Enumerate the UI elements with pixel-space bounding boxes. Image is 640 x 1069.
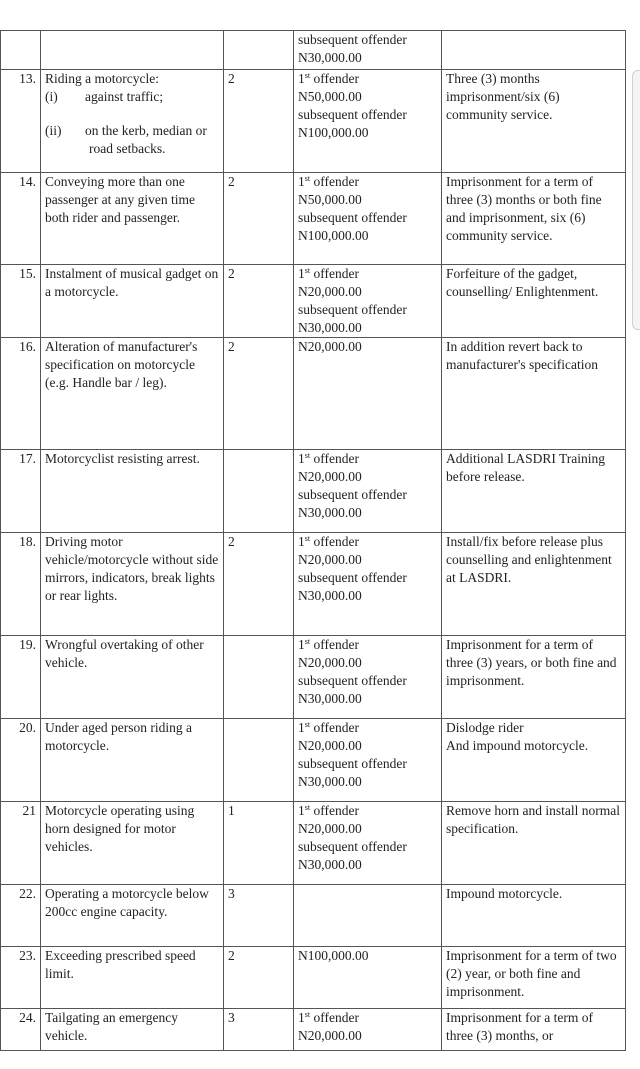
subsequent-offender-label: subsequent offender — [298, 210, 407, 225]
subsequent-offender-fine: N100,000.00 — [298, 228, 369, 243]
penalty-cell: Forfeiture of the gadget, counselling/ Enlightenment. — [442, 265, 626, 338]
points-cell — [224, 450, 294, 533]
subsequent-offender-label: subsequent offender — [298, 107, 407, 122]
penalty-line: Dislodge rider — [446, 720, 524, 735]
penalty-cell: In addition revert back to manufacturer's specification — [442, 338, 626, 450]
table-row — [1, 338, 626, 450]
points-cell: 2 — [224, 173, 294, 265]
serial-number: 17. — [1, 450, 41, 533]
subsequent-offender-label: subsequent offender — [298, 487, 407, 502]
first-offender-fine: N50,000.00 — [298, 89, 362, 104]
fine-cell — [294, 1009, 442, 1051]
fine-cell — [294, 802, 442, 885]
spacer — [45, 106, 219, 122]
table-row — [1, 70, 626, 173]
first-offender-label: 1st offender — [298, 803, 359, 818]
offence-table — [0, 30, 626, 1051]
offence-sub-item — [45, 88, 219, 106]
subsequent-offender-fine: N30,000.00 — [298, 505, 362, 520]
table-row — [1, 636, 626, 719]
points-cell: 2 — [224, 265, 294, 338]
serial-number: 16. — [1, 338, 41, 450]
points-cell — [224, 31, 294, 70]
offence-cell — [41, 31, 224, 70]
penalty-cell: Install/fix before release plus counselling and enlightenment at LASDRI. — [442, 533, 626, 636]
subsequent-offender-label: subsequent offender — [298, 756, 407, 771]
sub-item-text: on the kerb, median or road setbacks. — [85, 123, 207, 156]
serial-number: 15. — [1, 265, 41, 338]
subsequent-offender-fine: N30,000.00 — [298, 691, 362, 706]
offence-cell: Tailgating an emergency vehicle. — [41, 1009, 224, 1051]
offence-cell — [41, 70, 224, 173]
first-offender-label: 1st offender — [298, 451, 359, 466]
first-offender-label: 1st offender — [298, 720, 359, 735]
offence-cell: Under aged person riding a motorcycle. — [41, 719, 224, 802]
serial-number: 19. — [1, 636, 41, 719]
points-cell: 3 — [224, 885, 294, 947]
first-offender-label: 1st offender — [298, 174, 359, 189]
first-offender-fine: N20,000.00 — [298, 284, 362, 299]
penalty-cell: Remove horn and install normal specification. — [442, 802, 626, 885]
serial-number: 23. — [1, 947, 41, 1009]
serial-number: 18. — [1, 533, 41, 636]
subsequent-offender-label: subsequent offender — [298, 570, 407, 585]
offence-cell: Instalment of musical gadget on a motorcycle. — [41, 265, 224, 338]
first-offender-fine: N20,000.00 — [298, 738, 362, 753]
offence-cell: Alteration of manufacturer's specification on motorcycle (e.g. Handle bar / leg). — [41, 338, 224, 450]
fine-line: subsequent offender — [298, 32, 407, 47]
subsequent-offender-label: subsequent offender — [298, 839, 407, 854]
offence-cell: Driving motor vehicle/motorcycle without side mirrors, indicators, break lights or rear lights. — [41, 533, 224, 636]
first-offender-label: 1st offender — [298, 534, 359, 549]
subsequent-offender-label: subsequent offender — [298, 302, 407, 317]
points-cell: 1 — [224, 802, 294, 885]
offence-cell: Motorcycle operating using horn designed for motor vehicles. — [41, 802, 224, 885]
table-row — [1, 173, 626, 265]
serial-number: 21 — [1, 802, 41, 885]
offence-sub-item — [45, 122, 219, 158]
serial-cell — [1, 31, 41, 70]
first-offender-label: 1st offender — [298, 1010, 359, 1025]
table-row — [1, 533, 626, 636]
points-cell — [224, 636, 294, 719]
penalty-line: And impound motorcycle. — [446, 738, 589, 753]
offence-cell: Conveying more than one passenger at any given time both rider and passenger. — [41, 173, 224, 265]
offence-cell: Exceeding prescribed speed limit. — [41, 947, 224, 1009]
fine-cell — [294, 265, 442, 338]
points-cell — [224, 719, 294, 802]
fine-cell — [294, 70, 442, 173]
penalty-cell — [442, 719, 626, 802]
table-row — [1, 947, 626, 1009]
first-offender-fine: N50,000.00 — [298, 192, 362, 207]
penalty-cell: Imprisonment for a term of three (3) months, or — [442, 1009, 626, 1051]
first-offender-label: 1st offender — [298, 266, 359, 281]
serial-number: 24. — [1, 1009, 41, 1051]
roman-numeral: (i) — [45, 89, 58, 104]
table-row — [1, 719, 626, 802]
points-cell: 3 — [224, 1009, 294, 1051]
table-row — [1, 1009, 626, 1051]
first-offender-fine: N20,000.00 — [298, 821, 362, 836]
first-offender-fine: N20,000.00 — [298, 655, 362, 670]
fine-cell — [294, 885, 442, 947]
fine-cell — [294, 173, 442, 265]
first-offender-fine: N20,000.00 — [298, 552, 362, 567]
first-offender-label: 1st offender — [298, 637, 359, 652]
roman-numeral: (ii) — [45, 123, 62, 138]
first-offender-fine: N20,000.00 — [298, 1028, 362, 1043]
penalty-cell: Imprisonment for a term of two (2) year, or both fine and imprisonment. — [442, 947, 626, 1009]
subsequent-offender-fine: N30,000.00 — [298, 857, 362, 872]
penalty-cell: Imprisonment for a term of three (3) months or both fine and imprisonment, six (6) community service. — [442, 173, 626, 265]
points-cell: 2 — [224, 947, 294, 1009]
first-offender-fine: N20,000.00 — [298, 469, 362, 484]
serial-number: 22. — [1, 885, 41, 947]
offence-cell: Operating a motorcycle below 200cc engine capacity. — [41, 885, 224, 947]
penalty-cell — [442, 31, 626, 70]
sub-item-text: against traffic; — [85, 89, 164, 104]
fine-cell — [294, 719, 442, 802]
subsequent-offender-fine: N100,000.00 — [298, 125, 369, 140]
table-row — [1, 885, 626, 947]
points-cell: 2 — [224, 338, 294, 450]
subsequent-offender-fine: N30,000.00 — [298, 320, 362, 335]
points-cell: 2 — [224, 70, 294, 173]
offence-cell: Motorcyclist resisting arrest. — [41, 450, 224, 533]
fine-cell — [294, 636, 442, 719]
fine-cell — [294, 450, 442, 533]
fine-cell: N100,000.00 — [294, 947, 442, 1009]
serial-number: 20. — [1, 719, 41, 802]
penalty-cell: Additional LASDRI Training before release. — [442, 450, 626, 533]
table-row — [1, 265, 626, 338]
subsequent-offender-fine: N30,000.00 — [298, 774, 362, 789]
fine-cell: N20,000.00 — [294, 338, 442, 450]
fine-cell — [294, 31, 442, 70]
table-row — [1, 31, 626, 70]
fine-cell — [294, 533, 442, 636]
serial-number: 14. — [1, 173, 41, 265]
penalty-cell: Impound motorcycle. — [442, 885, 626, 947]
subsequent-offender-fine: N30,000.00 — [298, 588, 362, 603]
penalty-cell: Imprisonment for a term of three (3) years, or both fine and imprisonment. — [442, 636, 626, 719]
points-cell: 2 — [224, 533, 294, 636]
penalty-cell: Three (3) months imprisonment/six (6) community service. — [442, 70, 626, 173]
scrollbar-thumb[interactable] — [632, 70, 640, 330]
subsequent-offender-label: subsequent offender — [298, 673, 407, 688]
first-offender-label: 1st offender — [298, 71, 359, 86]
offence-title: Riding a motorcycle: — [45, 71, 159, 86]
table-row — [1, 450, 626, 533]
table-row — [1, 802, 626, 885]
serial-number: 13. — [1, 70, 41, 173]
fine-line: N30,000.00 — [298, 50, 362, 65]
offence-cell: Wrongful overtaking of other vehicle. — [41, 636, 224, 719]
